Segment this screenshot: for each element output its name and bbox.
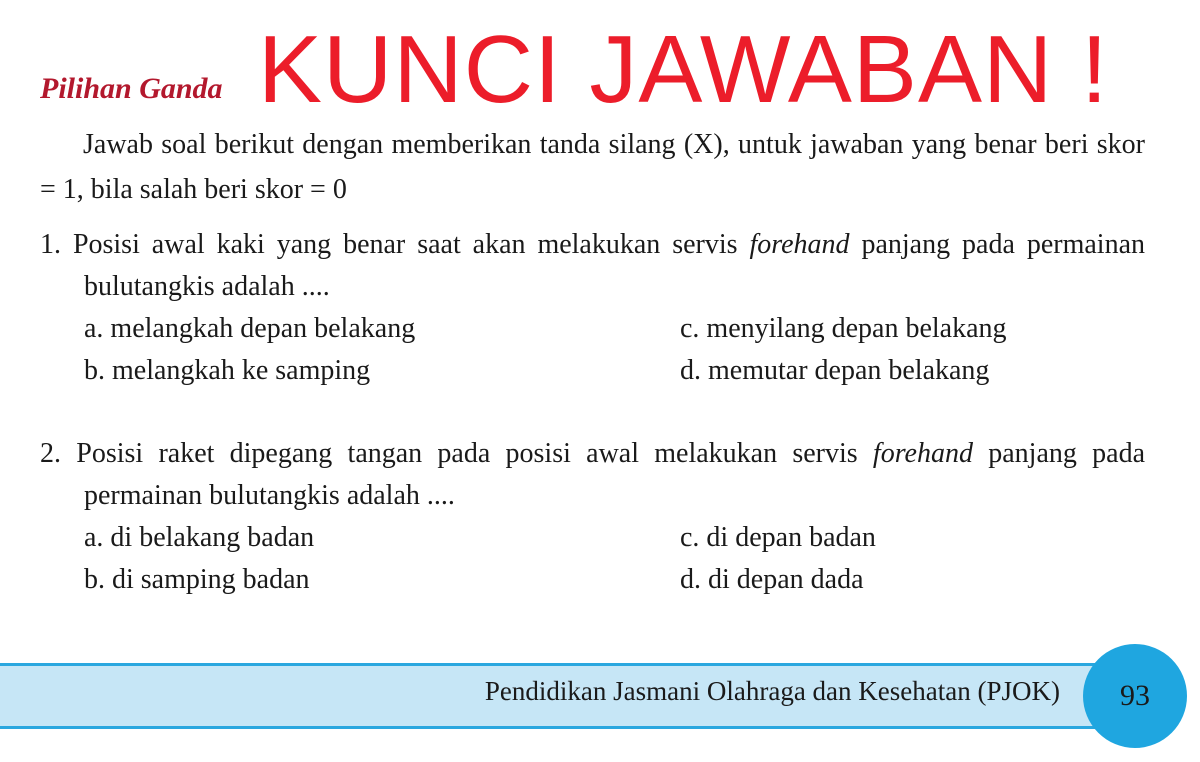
option-c[interactable]: c. di depan badan: [680, 522, 876, 553]
question-2: [40, 433, 1145, 601]
question-number: 2.: [40, 438, 61, 469]
option-a[interactable]: a. di belakang badan: [84, 522, 315, 553]
question-text-end: panjang pada permainan bulutangkis adalah ....: [84, 438, 1145, 511]
instruction-text: Jawab soal berikut dengan memberikan tanda silang (X), untuk jawaban yang benar beri skor = 1, bila salah beri skor = 0: [40, 129, 1145, 205]
question-emphasis: forehand: [872, 438, 973, 469]
question-text: Posisi raket dipegang tangan pada posisi awal melakukan servis: [76, 438, 873, 469]
question-stem: [40, 433, 1145, 517]
section-title: Pilihan Ganda: [40, 72, 223, 105]
page-number: 93: [1120, 679, 1150, 712]
question-number: 1.: [40, 229, 61, 260]
options-list: [40, 308, 1145, 392]
option-d[interactable]: d. di depan dada: [680, 564, 864, 595]
option-c[interactable]: c. menyilang depan belakang: [680, 313, 1007, 344]
option-b[interactable]: b. di samping badan: [84, 564, 310, 595]
answer-key-stamp: KUNCI JAWABAN !: [258, 16, 1109, 123]
option-d[interactable]: d. memutar depan belakang: [680, 355, 990, 386]
footer-book-title: Pendidikan Jasmani Olahraga dan Kesehatan (PJOK): [484, 676, 1060, 706]
question-emphasis: forehand: [749, 229, 850, 260]
option-a[interactable]: a. melangkah depan belakang: [84, 313, 416, 344]
option-b[interactable]: b. melangkah ke samping: [84, 355, 371, 386]
question-1: [40, 224, 1145, 392]
question-text-end: panjang pada permainan bulutangkis adalah ....: [84, 229, 1145, 302]
question-stem: [40, 224, 1145, 308]
question-text: Posisi awal kaki yang benar saat akan melakukan servis: [72, 229, 750, 260]
page-number-badge: [1083, 644, 1187, 748]
options-list: [40, 517, 1145, 601]
